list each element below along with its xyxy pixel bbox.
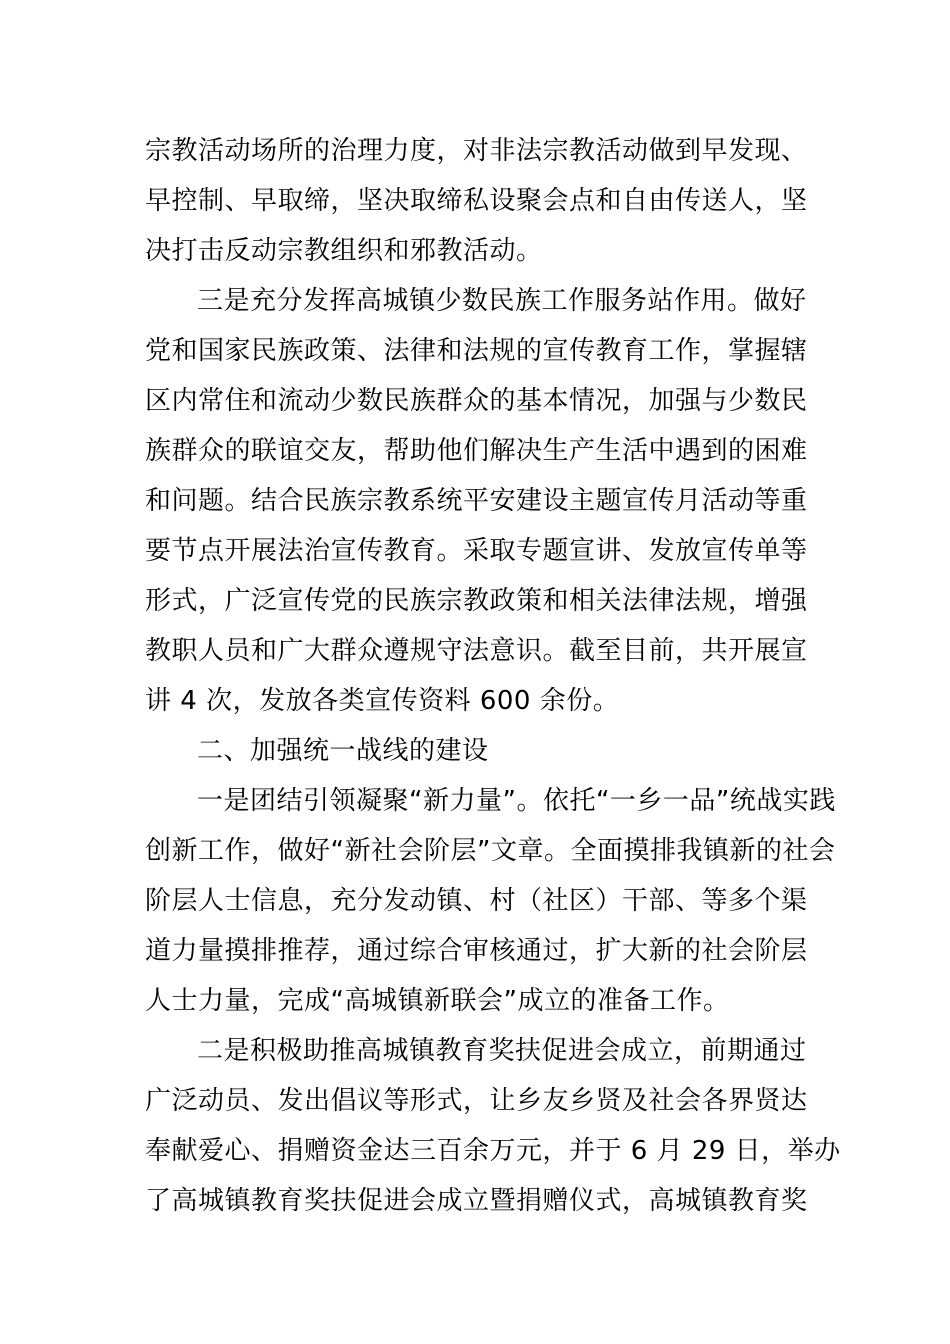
text-line: 要节点开展法治宣传教育。采取专题宣讲、发放宣传单等 <box>145 536 808 566</box>
paragraph-start-line: 三是充分发挥高城镇少数民族工作服务站作用。做好 <box>197 286 807 316</box>
text-line: 和问题。结合民族宗教系统平安建设主题宣传月活动等重 <box>145 486 808 516</box>
text-line: 奉献爱心、捐赠资金达三百余万元，并于 6 月 29 日，举办 <box>145 1136 841 1166</box>
text-line: 早控制、早取缔，坚决取缔私设聚会点和自由传送人，坚 <box>145 186 808 216</box>
paragraph-start-line: 一是团结引领凝聚“新力量”。依托“一乡一品”统战实践 <box>197 786 836 816</box>
text-line: 区内常住和流动少数民族群众的基本情况，加强与少数民 <box>145 386 808 416</box>
text-line: 创新工作，做好“新社会阶层”文章。全面摸排我镇新的社会 <box>145 836 836 866</box>
text-line: 宗教活动场所的治理力度，对非法宗教活动做到早发现、 <box>145 136 808 166</box>
text-line: 教职人员和广大群众遵规守法意识。截至目前，共开展宣 <box>145 636 808 666</box>
text-line: 党和国家民族政策、法律和法规的宣传教育工作，掌握辖 <box>145 336 808 366</box>
text-line: 决打击反动宗教组织和邪教活动。 <box>145 236 543 266</box>
text-line: 形式，广泛宣传党的民族宗教政策和相关法律法规，增强 <box>145 586 808 616</box>
text-line: 人士力量，完成“高城镇新联会”成立的准备工作。 <box>145 986 730 1016</box>
text-line: 阶层人士信息，充分发动镇、村（社区）干部、等多个渠 <box>145 886 808 916</box>
text-line: 讲 4 次，发放各类宣传资料 600 余份。 <box>145 686 620 716</box>
text-line: 族群众的联谊交友，帮助他们解决生产生活中遇到的困难 <box>145 436 808 466</box>
text-line: 道力量摸排推荐，通过综合审核通过，扩大新的社会阶层 <box>145 936 808 966</box>
section-heading: 二、加强统一战线的建设 <box>197 736 489 766</box>
text-line: 广泛动员、发出倡议等形式，让乡友乡贤及社会各界贤达 <box>145 1086 808 1116</box>
text-line: 了高城镇教育奖扶促进会成立暨捐赠仪式，高城镇教育奖 <box>145 1186 808 1216</box>
paragraph-start-line: 二是积极助推高城镇教育奖扶促进会成立，前期通过 <box>197 1036 807 1066</box>
